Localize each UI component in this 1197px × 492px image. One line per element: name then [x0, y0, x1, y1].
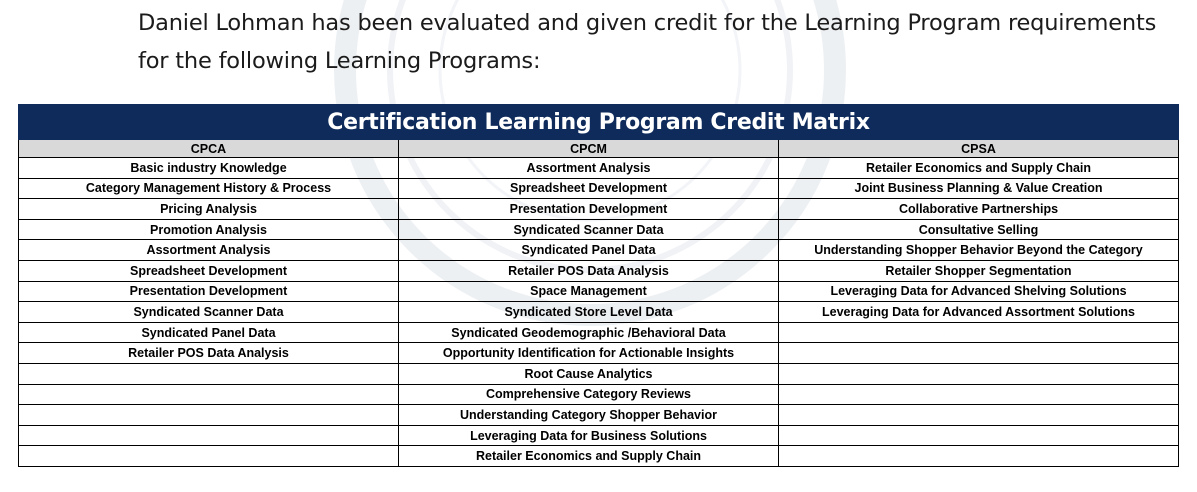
cpcm-course-cell: Understanding Category Shopper Behavior [399, 405, 779, 426]
cpsa-course-cell [779, 425, 1179, 446]
table-row [19, 425, 1179, 446]
cpsa-course-cell: Leveraging Data for Advanced Assortment Solutions [779, 302, 1179, 323]
cpsa-course-cell [779, 384, 1179, 405]
cpcm-course-cell: Opportunity Identification for Actionable Insights [399, 343, 779, 364]
column-header-row [19, 140, 1179, 158]
intro-line-2: for the following Learning Programs: [138, 48, 541, 74]
cpcm-course-cell: Syndicated Store Level Data [399, 302, 779, 323]
cpsa-course-cell [779, 322, 1179, 343]
cpcm-course-cell: Spreadsheet Development [399, 178, 779, 199]
cpcm-course-cell: Root Cause Analytics [399, 363, 779, 384]
cpsa-course-cell [779, 363, 1179, 384]
table-row [19, 405, 1179, 426]
cpcm-course-cell: Retailer POS Data Analysis [399, 260, 779, 281]
column-header-cpca: CPCA [19, 140, 399, 158]
table-row [19, 158, 1179, 179]
table-row [19, 199, 1179, 220]
cpsa-course-cell: Joint Business Planning & Value Creation [779, 178, 1179, 199]
cpcm-course-cell: Space Management [399, 281, 779, 302]
cpsa-course-cell: Retailer Economics and Supply Chain [779, 158, 1179, 179]
cpsa-course-cell [779, 343, 1179, 364]
cpcm-course-cell: Syndicated Panel Data [399, 240, 779, 261]
cpcm-course-cell: Assortment Analysis [399, 158, 779, 179]
table-row [19, 240, 1179, 261]
cpca-course-cell: Syndicated Panel Data [19, 322, 399, 343]
cpcm-course-cell: Syndicated Geodemographic /Behavioral Data [399, 322, 779, 343]
credit-matrix-table [18, 104, 1179, 467]
cpsa-course-cell: Consultative Selling [779, 219, 1179, 240]
cpca-course-cell: Syndicated Scanner Data [19, 302, 399, 323]
cpca-course-cell: Presentation Development [19, 281, 399, 302]
cpsa-course-cell: Understanding Shopper Behavior Beyond the Category [779, 240, 1179, 261]
cpca-course-cell [19, 405, 399, 426]
cpsa-course-cell: Leveraging Data for Advanced Shelving Solutions [779, 281, 1179, 302]
table-row [19, 302, 1179, 323]
table-row [19, 178, 1179, 199]
cpcm-course-cell: Leveraging Data for Business Solutions [399, 425, 779, 446]
cpca-course-cell [19, 446, 399, 467]
intro-line-1: Daniel Lohman has been evaluated and given credit for the Learning Program requirements [138, 10, 1157, 36]
cpsa-course-cell [779, 446, 1179, 467]
table-row [19, 260, 1179, 281]
table-row [19, 363, 1179, 384]
cpca-course-cell: Promotion Analysis [19, 219, 399, 240]
intro-paragraph [138, 4, 1188, 80]
matrix-title: Certification Learning Program Credit Matrix [19, 105, 1179, 140]
table-row [19, 322, 1179, 343]
cpca-course-cell: Assortment Analysis [19, 240, 399, 261]
matrix-body [19, 158, 1179, 467]
table-row [19, 446, 1179, 467]
cpca-course-cell: Retailer POS Data Analysis [19, 343, 399, 364]
cpca-course-cell [19, 384, 399, 405]
cpca-course-cell [19, 363, 399, 384]
cpsa-course-cell: Collaborative Partnerships [779, 199, 1179, 220]
cpcm-course-cell: Retailer Economics and Supply Chain [399, 446, 779, 467]
column-header-cpsa: CPSA [779, 140, 1179, 158]
cpcm-course-cell: Presentation Development [399, 199, 779, 220]
cpca-course-cell: Basic industry Knowledge [19, 158, 399, 179]
cpcm-course-cell: Syndicated Scanner Data [399, 219, 779, 240]
cpsa-course-cell: Retailer Shopper Segmentation [779, 260, 1179, 281]
cpca-course-cell: Spreadsheet Development [19, 260, 399, 281]
table-row [19, 343, 1179, 364]
table-row [19, 281, 1179, 302]
table-row [19, 384, 1179, 405]
column-header-cpcm: CPCM [399, 140, 779, 158]
cpca-course-cell: Pricing Analysis [19, 199, 399, 220]
cpca-course-cell: Category Management History & Process [19, 178, 399, 199]
cpsa-course-cell [779, 405, 1179, 426]
table-row [19, 219, 1179, 240]
cpcm-course-cell: Comprehensive Category Reviews [399, 384, 779, 405]
cpca-course-cell [19, 425, 399, 446]
